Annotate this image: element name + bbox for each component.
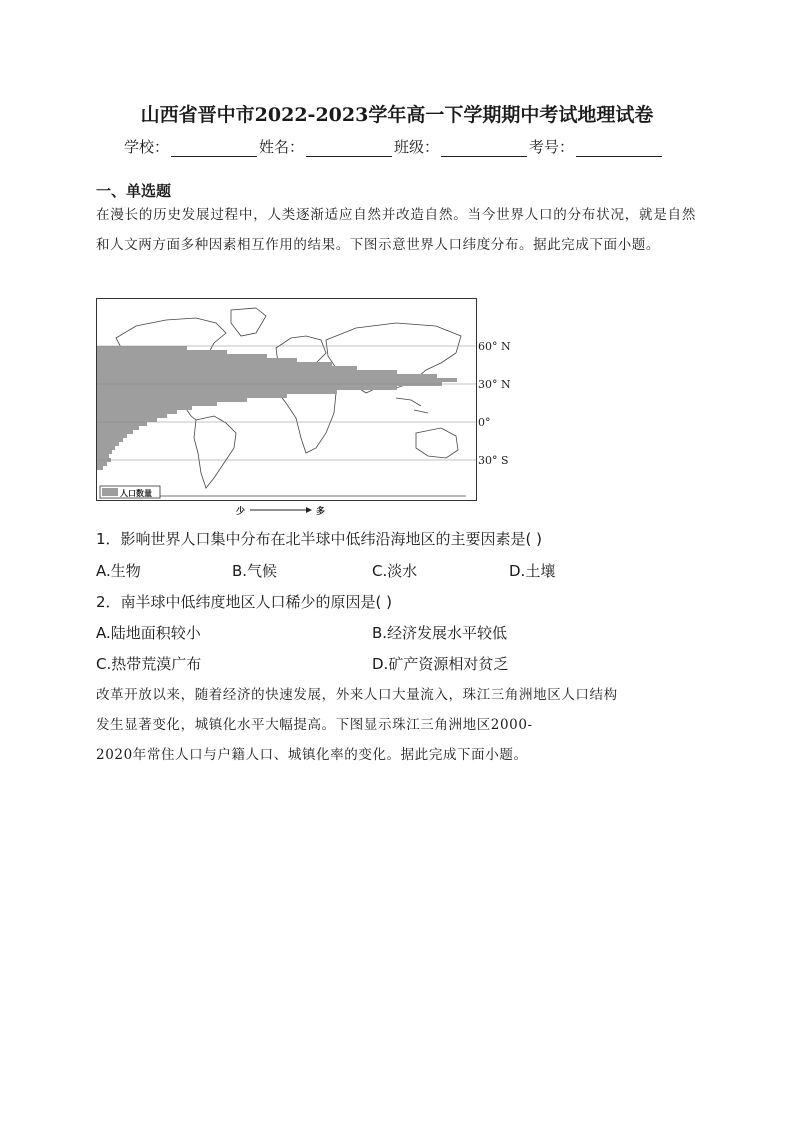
q2-option-a[interactable]: A.陆地面积较小 bbox=[96, 624, 201, 642]
pop-bar bbox=[97, 406, 192, 410]
q1-option-d[interactable]: D.土壤 bbox=[509, 562, 556, 580]
pop-bar bbox=[97, 350, 227, 354]
q2-option-d[interactable]: D.矿产资源相对贫乏 bbox=[372, 655, 509, 673]
pop-bar bbox=[97, 402, 217, 406]
name-label: 姓名： bbox=[259, 138, 305, 156]
q1-option-c[interactable]: C.淡水 bbox=[372, 562, 418, 580]
pop-bar bbox=[97, 366, 357, 370]
pop-bar bbox=[97, 422, 147, 426]
student-info-row bbox=[124, 136, 664, 157]
pop-bar bbox=[97, 354, 267, 358]
class-blank[interactable] bbox=[441, 140, 527, 157]
q1-option-a[interactable]: A.生物 bbox=[96, 562, 141, 580]
pop-bar bbox=[97, 430, 133, 434]
q2-option-b[interactable]: B.经济发展水平较低 bbox=[372, 624, 508, 642]
passage-2-line: 发生显著变化，城镇化水平大幅提高。下图显示珠江三角洲地区2000- bbox=[96, 717, 533, 733]
pop-bar bbox=[97, 410, 177, 414]
axis-left-label: 少 bbox=[236, 507, 246, 517]
q2-option-c[interactable]: C.热带荒漠广布 bbox=[96, 655, 202, 673]
pop-bar bbox=[97, 434, 127, 438]
pop-bar bbox=[97, 462, 107, 466]
number-label: 考号： bbox=[529, 138, 575, 156]
school-blank[interactable] bbox=[171, 140, 257, 157]
quantity-axis bbox=[236, 505, 325, 517]
pop-bar bbox=[97, 370, 397, 374]
pop-bar bbox=[97, 418, 157, 422]
number-blank[interactable] bbox=[576, 140, 662, 157]
legend-swatch bbox=[102, 488, 118, 496]
pop-bar bbox=[97, 362, 332, 366]
legend bbox=[100, 486, 160, 498]
passage-2 bbox=[96, 680, 696, 770]
pop-bar bbox=[97, 378, 457, 382]
school-label: 学校： bbox=[124, 138, 170, 156]
pop-bar bbox=[97, 454, 109, 458]
lat-label-equator: 0° bbox=[478, 416, 491, 429]
passage-2-line: 2020年常住人口与户籍人口、城镇化率的变化。据此完成下面小题。 bbox=[96, 747, 528, 763]
world-map-svg bbox=[96, 298, 516, 520]
pop-bar bbox=[97, 466, 103, 470]
pop-bar bbox=[97, 358, 297, 362]
axis-right-label: 多 bbox=[316, 507, 326, 517]
class-label: 班级： bbox=[394, 138, 440, 156]
pop-bar bbox=[97, 426, 139, 430]
pop-bar bbox=[97, 442, 119, 446]
lat-label-60n: 60° N bbox=[478, 340, 511, 353]
passage-1: 在漫长的历史发展过程中，人类逐渐适应自然并改造自然。当今世界人口的分布状况，就是自然和人文两方面多种因素相互作用的结果。下图示意世界人口纬度分布。据此完成下面小题。 bbox=[96, 207, 696, 253]
pop-bar bbox=[97, 414, 167, 418]
pop-bar bbox=[97, 374, 437, 378]
passage-2-line: 改革开放以来，随着经济的快速发展，外来人口大量流入，珠江三角洲地区人口结构 bbox=[96, 687, 618, 703]
pop-bar bbox=[97, 390, 337, 394]
question-1-stem: 1．影响世界人口集中分布在北半球中低纬沿海地区的主要因素是( ) bbox=[96, 530, 543, 548]
population-latitude-figure bbox=[96, 298, 516, 520]
lat-label-30n: 30° N bbox=[478, 378, 511, 391]
name-blank[interactable] bbox=[306, 140, 392, 157]
pop-bar bbox=[97, 450, 112, 454]
pop-bar bbox=[97, 446, 115, 450]
section-heading: 一、单选题 bbox=[96, 182, 172, 200]
lat-label-30s: 30° S bbox=[478, 454, 509, 467]
pop-bar bbox=[97, 394, 287, 398]
pop-bar bbox=[97, 386, 397, 390]
pop-bar bbox=[97, 398, 247, 402]
question-2-stem: 2．南半球中低纬度地区人口稀少的原因是( ) bbox=[96, 593, 393, 611]
pop-bar bbox=[97, 438, 123, 442]
page-title: 山西省晋中市2022-2023学年高一下学期期中考试地理试卷 bbox=[140, 104, 654, 126]
q1-option-b[interactable]: B.气候 bbox=[232, 562, 278, 580]
pop-bar bbox=[97, 346, 187, 350]
legend-label: 人口数量 bbox=[120, 489, 152, 498]
axis-arrow-head bbox=[306, 507, 312, 513]
